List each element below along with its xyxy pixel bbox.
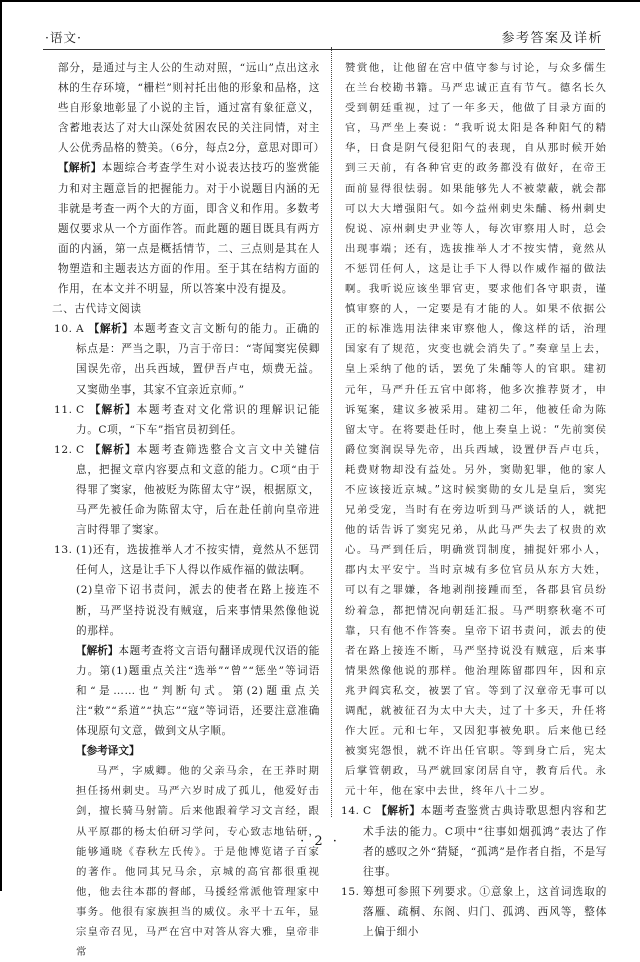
answer-part-2: (2)皇帝下诏书责问，派去的使者在路上接连不断，马严坚持说没有贼寇，后来事情果然像他说的那样。 (76, 584, 320, 637)
analysis-tag: 【解析】 (76, 644, 119, 657)
translation-text: 马严，字威卿。他的父亲马余，在王莽时期担任扬州刺史。马严六岁时成了孤儿，他爱好击剑，擅长骑马射箭。后来他跟着学习文言经，跟从平原郡的杨太伯研习学问，专心致志地钻研，能够通晓《春秋左氏传》。于是他博览诸子百家的著作。他同其兄马余，京城的高官都很重视他，他去往本郡的督邮，马援经常派他管理家中事务。他很有家族担当的威仪。永平十五年，显宗皇帝召见，马严在宫中对答从容大雅，皇帝非常 (76, 765, 320, 959)
question-analysis: 本题考查将文言语句翻译成现代汉语的能力。第(1)题重点关注“选举”“曾”“惩坐”等词语和“是……也”判断句式。第(2)题重点关注“敕”“系道”“执忘”“寇”等词语，还要注意准确体现原句文意，做到文从字顺。 (76, 644, 320, 738)
header-title: 参考答案及详析 (501, 31, 603, 46)
translation-title: 【参考译文】 (76, 745, 140, 758)
answer-choice: A (76, 323, 85, 336)
analysis-tag: 【解析】 (89, 403, 137, 416)
analysis-tag: 【解析】 (376, 805, 421, 818)
answer-choice: C (76, 443, 85, 456)
section-title: 二、古代诗文阅读 (52, 303, 142, 316)
question-number: 13. (54, 544, 73, 557)
question-12 (54, 440, 321, 540)
analysis-paragraph (76, 641, 320, 741)
subject-label: ·语文· (45, 30, 82, 45)
page-header (43, 27, 605, 50)
question-analysis: 本题考查鉴赏古典诗歌思想内容和艺术手法的能力。C项中“往事如烟孤鸿”表达了作者的感叹之外“猜疑，“孤鸿”是作者自指，不是写往事。 (363, 805, 608, 878)
question-number: 12. (54, 443, 73, 456)
question-number: 10. (54, 323, 73, 336)
question-number: 11. (54, 403, 73, 416)
question-analysis: 本题考查文言文断句的能力。正确的标点是：严当之职，乃言于帝曰：“寄闻窦宪侯卿国误先帝，出兵西域，置伊吾卢屯，烦费无益。又窦勋坐事，其家不宜亲近京师。” (76, 323, 320, 396)
answer-part-1: (1)还有，选拔推举人才不按实情，竟然从不惩罚任何人，这是让手下人得以作威作福的做法啊。 (76, 544, 320, 577)
page-number: · 2 · (300, 834, 340, 849)
translation-continued: 赞赏他，让他留在宫中值守参与讨论，与众多儒生在兰台校勘书籍。马严忠诚正直有节气。德名长久受到朝廷重视，过了一年多天，他做了目录方面的官，马严坐上奏说：“我听说太阳是各种阳气的精华，日食是阴气侵犯阳气的表现，自从那时候开始到三天前，有各种官吏的政务都没有做好，在帝王面前显得很怯弱。如果能够先人不被蒙蔽，就会都可以大大增强阳气。如今益州刺史朱酺、杨州刺史倪说、凉州刺史尹业等人，每次审察用人时，总会出现事端；还有，选拔推举人才不按实情，竟然从不惩罚任何人，这是让手下人得以作威作福的做法啊。我听说应该坐罪官吏，要求他们各守职责，谨慎审察的人，一定要是有才能的人。如果不依据公正的标准选用法律来审察他人，像这样的话，治理国家有了规范，灾变也就会消失了。”奏章呈上去，皇上采纳了他的话，罢免了朱酺等人的官职。建初元年，马严升任五官中郎将，他多次推荐贤才，申诉冤案，建议多被采用。建初二年，他被任命为陈留太守。在将要赴任时，他上奏皇上说：“先前窦侯爵位窦润误导先帝，出兵西域，设置伊吾卢屯兵，耗费财物却没有益处。另外，窦勋犯罪，他的家人不应该接近京城。”这时候窦勋的女儿是皇后，窦宪兄弟受宠，当时有在旁边听到马严谈话的人，就把他的话告诉了窦宪兄弟，从此马严失去了权贵的欢心。马严到任后，明确赏罚制度，捕捉奸邪小人，郡内太平安宁。当时京城有多位官员从东方大姓，可以有之罪嫌，各地剥削接踵而至，各郡县官员纷纷着急，都把情况向朝廷汇报。马严明察秋毫不可靠，只有他不作答奏。皇帝下诏书责问，派去的使者在路上接连不断，马严坚持说没有贼寇，后来事情果然像他说的那样。他治理陈留郡四年，因和京兆尹阎宾私交，被罢了官。等到了汉章帝无事可以调配，就被征召为太中大夫，过了十多天，升任将作大匠。元和七年，又因犯事被免职。后来他已经被窦宪怨恨，就不许出任官职。等到身亡后，宪太后掌管朝政，马严就回家闭居自守，教育后代。永元十年，他在家中去世，终年八十二岁。 (345, 62, 607, 798)
question-number: 15. (341, 885, 360, 898)
question-11 (54, 400, 321, 440)
question-number: 14. (341, 805, 360, 818)
question-13 (54, 540, 320, 962)
question-analysis: 本题考查筛选整合文言文中关键信息，把握文章内容要点和文意的能力。C项“由于得罪了窦家，他被贬为陈留太守”误，根据原文，马严先被任命为陈留太守，后在赴任前向皇帝进言时得罪了窦家。 (76, 443, 321, 537)
analysis-tag: 【解析】 (89, 443, 137, 456)
answer-choice: C (363, 805, 372, 818)
analysis-tag: 【解析】 (88, 323, 134, 336)
answer-choice: C (76, 403, 85, 416)
question-answer: 筹想可参照下列要求。①意象上，这首词选取的落雁、疏桐、东阁、归门、孤鸿、西风等，整体上偏于细小 (363, 885, 607, 939)
column-divider (331, 47, 332, 817)
intro-paragraph: 部分，是通过与主人公的生动对照，“远山”点出这永林的生存环境，“栅栏”则衬托出他的形象和品格，这些自形象地彰显了小说的主旨，通过富有象征意义，含蓄地表达了对大山深处贫困农民的关注同情，对主人公优秀品格的赞美。（6分，每点2分，意思对即可） (58, 62, 325, 155)
question-analysis: 本题考查对文化常识的理解识记能力。C项，“下车”指官员初到任。 (76, 403, 321, 436)
right-column (341, 58, 608, 942)
analysis-tag: 【解析】 (58, 162, 102, 175)
analysis-text: 本题综合考查学生对小说表达技巧的鉴赏能力和对主题意旨的把握能力。对于小说题目内涵的无非就是考查一两个大的方面，即含义和作用。多数考题仅要求从一个方面作答。而此题的题目既具有两方面的内涵，第一点是概括情节，二、三点则是其在人物塑造和主题表达方面的作用。至于其在结构方面的作用，在本文并不明显，所以答案中没有提及。 (58, 162, 320, 296)
left-column (52, 58, 325, 962)
analysis-paragraph (58, 158, 320, 299)
question-10 (54, 319, 320, 399)
